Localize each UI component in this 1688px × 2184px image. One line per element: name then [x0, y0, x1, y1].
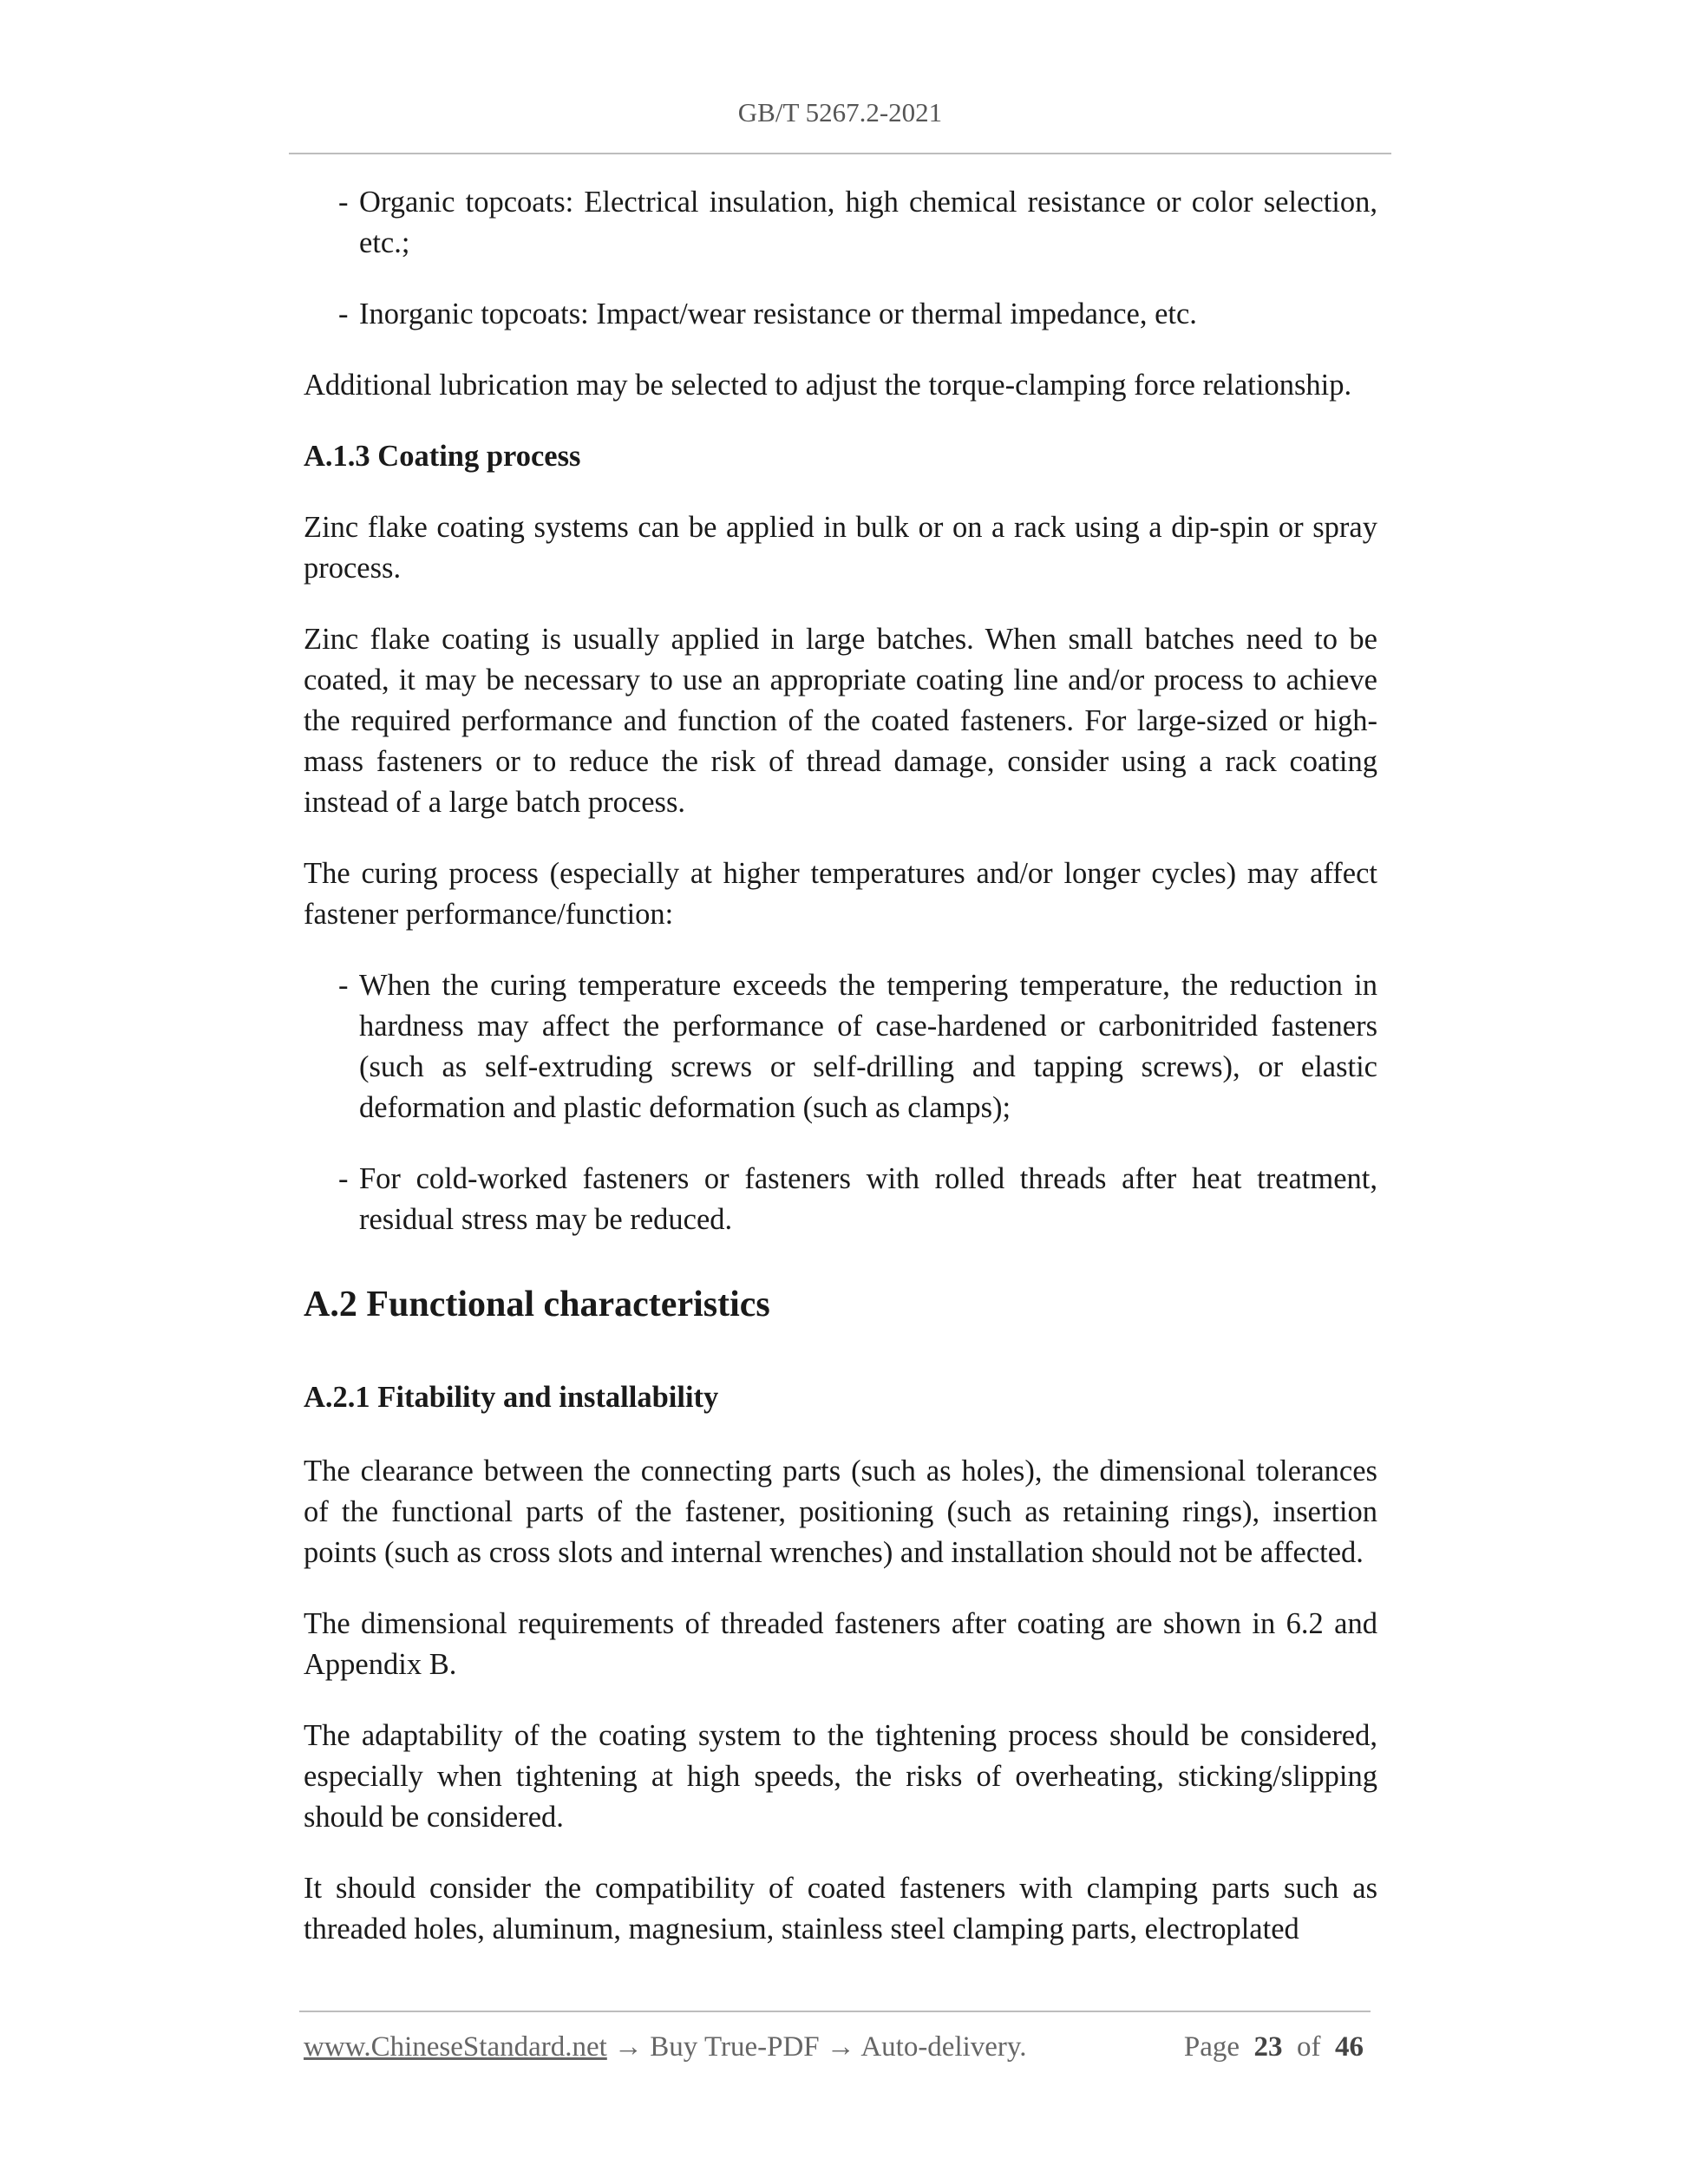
- auto-delivery-text: Auto-delivery.: [860, 2031, 1027, 2063]
- of-label: of: [1297, 2031, 1321, 2063]
- page-counter: [1184, 2026, 1364, 2068]
- list-dash: -: [338, 969, 349, 1002]
- paragraph-compatibility: It should consider the compatibility of coated fasteners with clamping parts such as threaded holes, aluminum, magnesium, stainless steel clamping parts, electroplated: [304, 1872, 1377, 1945]
- page-number: 23: [1253, 2031, 1283, 2063]
- list-dash: -: [338, 298, 349, 330]
- buy-pdf-text: Buy True-PDF: [650, 2031, 820, 2063]
- section-heading-a13: A.1.3 Coating process: [304, 440, 581, 473]
- paragraph-dimensional: The dimensional requirements of threaded fasteners after coating are shown in 6.2 and Appendix B.: [304, 1607, 1377, 1681]
- page-body: [304, 182, 1377, 1980]
- list-item: [304, 1159, 1377, 1240]
- page-total: 46: [1335, 2031, 1364, 2063]
- list-item-text: For cold-worked fasteners or fasteners with rolled threads after heat treatment, residual stress may be reduced.: [359, 1162, 1377, 1236]
- page-header: GB/T 5267.2-2021: [737, 97, 943, 128]
- list-item: [304, 294, 1377, 335]
- list-item-text: Inorganic topcoats: Impact/wear resistance or thermal impedance, etc.: [359, 298, 1197, 330]
- paragraph-adaptability: The adaptability of the coating system to the tightening process should be considered, especially when tightening at high speeds, the risks of overheating, sticking/slipping should be considered.: [304, 1719, 1377, 1834]
- footer-promo: [304, 2026, 1027, 2068]
- paragraph-lubrication: Additional lubrication may be selected to adjust the torque-clamping force relationship.: [304, 369, 1352, 402]
- paragraph-clearance: The clearance between the connecting parts (such as holes), the dimensional tolerances of the functional parts of the fastener, positioning (such as retaining rings), insertion points (such as cross slots and internal wrenches) and installation should not be affected.: [304, 1455, 1377, 1569]
- list-item-text: Organic topcoats: Electrical insulation, high chemical resistance or color selection, etc.;: [359, 186, 1377, 259]
- arrow-right-icon: →: [614, 2031, 644, 2063]
- page-label: Page: [1183, 2031, 1240, 2063]
- paragraph-zinc-batches: Zinc flake coating is usually applied in large batches. When small batches need to be coated, it may be necessary to use an appropriate coating line and/or process to achieve the required performance and function of the coated fasteners. For large-sized or high-mass fasteners or to reduce the risk of thread damage, consider using a rack coating instead of a large batch process.: [304, 623, 1377, 819]
- paragraph-curing: The curing process (especially at higher temperatures and/or longer cycles) may affect fastener performance/function:: [304, 857, 1377, 931]
- section-heading-a2: A.2 Functional characteristics: [304, 1285, 770, 1324]
- arrow-right-icon: →: [826, 2031, 855, 2063]
- footer-divider: [299, 2011, 1371, 2012]
- list-item: [304, 965, 1377, 1128]
- list-item: [304, 182, 1377, 264]
- paragraph-zinc-application: Zinc flake coating systems can be applied in bulk or on a rack using a dip-spin or spray process.: [304, 511, 1377, 585]
- list-dash: -: [338, 1162, 349, 1195]
- list-item-text: When the curing temperature exceeds the tempering temperature, the reduction in hardness may affect the performance of case-hardened or carbonitrided fasteners (such as self-extruding screws or self-drilling and tapping screws), or elastic deformation and plastic deformation (such as clamps);: [359, 969, 1377, 1124]
- list-dash: -: [338, 186, 349, 219]
- section-heading-a21: A.2.1 Fitability and installability: [304, 1381, 719, 1414]
- header-divider: [289, 153, 1391, 154]
- website-link[interactable]: www.ChineseStandard.net: [304, 2031, 607, 2063]
